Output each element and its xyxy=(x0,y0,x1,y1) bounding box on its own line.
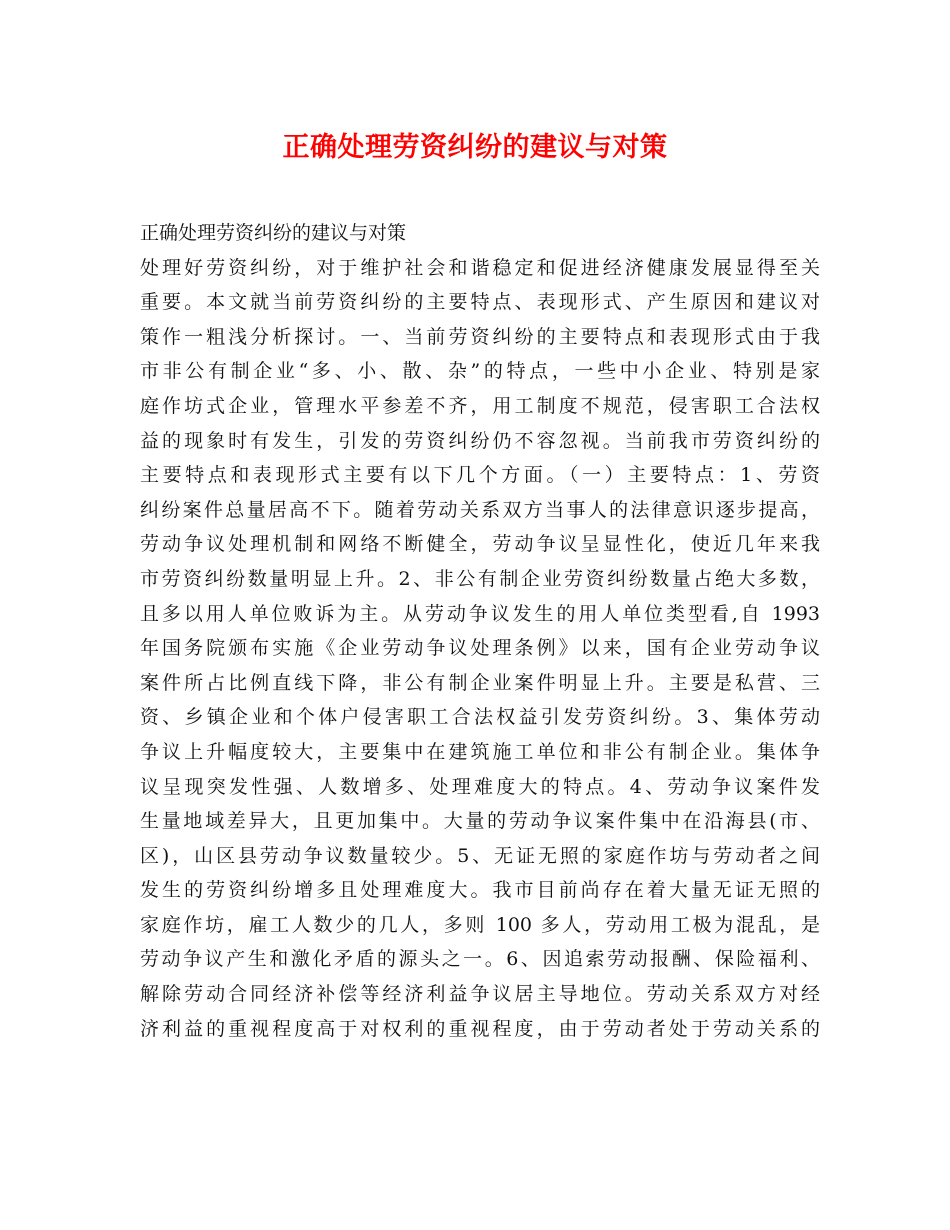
body-line: 益的现象时有发生，引发的劳资纠纷仍不容忽视。当前我市劳资纠纷的 xyxy=(140,429,820,452)
body-line: 年国务院颁布实施《企业劳动争议处理条例》以来，国有企业劳动争议 xyxy=(140,637,820,660)
body-line: 发生的劳资纠纷增多且处理难度大。我市目前尚存在着大量无证无照的 xyxy=(140,879,820,902)
body-line: 案件所占比例直线下降，非公有制企业案件明显上升。主要是私营、三 xyxy=(140,671,820,694)
body-line: 策作一粗浅分析探讨。一、当前劳资纠纷的主要特点和表现形式由于我 xyxy=(140,325,820,348)
body-line: 市劳资纠纷数量明显上升。2、非公有制企业劳资纠纷数量占绝大多数， xyxy=(140,567,820,590)
body-line: 劳动争议产生和激化矛盾的源头之一。6、因追索劳动报酬、保险福利、 xyxy=(140,948,820,971)
body-line: 区)，山区县劳动争议数量较少。5、无证无照的家庭作坊与劳动者之间 xyxy=(140,844,820,867)
body-line: 解除劳动合同经济补偿等经济利益争议居主导地位。劳动关系双方对经 xyxy=(140,983,820,1006)
body-line: 主要特点和表现形式主要有以下几个方面。（一）主要特点：1、劳资 xyxy=(140,464,820,487)
body-line: 议呈现突发性强、人数增多、处理难度大的特点。4、劳动争议案件发 xyxy=(140,775,820,798)
body-line: 处理好劳资纠纷，对于维护社会和谐稳定和促进经济健康发展显得至关 xyxy=(140,256,820,279)
body-line: 纠纷案件总量居高不下。随着劳动关系双方当事人的法律意识逐步提高， xyxy=(140,498,820,521)
body-line: 资、乡镇企业和个体户侵害职工合法权益引发劳资纠纷。3、集体劳动 xyxy=(140,706,820,729)
body-line: 且多以用人单位败诉为主。从劳动争议发生的用人单位类型看,自 1993 xyxy=(140,602,820,625)
body-line: 重要。本文就当前劳资纠纷的主要特点、表现形式、产生原因和建议对 xyxy=(140,291,820,314)
body-line: 生量地域差异大，且更加集中。大量的劳动争议案件集中在沿海县(市、 xyxy=(140,810,820,833)
body-line: 劳动争议处理机制和网络不断健全，劳动争议呈显性化，使近几年来我 xyxy=(140,533,820,556)
body-line: 济利益的重视程度高于对权利的重视程度，由于劳动者处于劳动关系的 xyxy=(140,1017,820,1040)
body-line: 争议上升幅度较大，主要集中在建筑施工单位和非公有制企业。集体争 xyxy=(140,740,820,763)
body-line: 庭作坊式企业，管理水平参差不齐，用工制度不规范，侵害职工合法权 xyxy=(140,394,820,417)
body-line: 市非公有制企业“多、小、散、杂”的特点，一些中小企业、特别是家 xyxy=(140,360,820,383)
document-title: 正确处理劳资纠纷的建议与对策 xyxy=(282,132,668,163)
document-body xyxy=(140,216,820,1046)
body-line: 家庭作坊，雇工人数少的几人，多则 100 多人，劳动用工极为混乱，是 xyxy=(140,913,820,936)
body-line: 正确处理劳资纠纷的建议与对策 xyxy=(140,222,407,244)
